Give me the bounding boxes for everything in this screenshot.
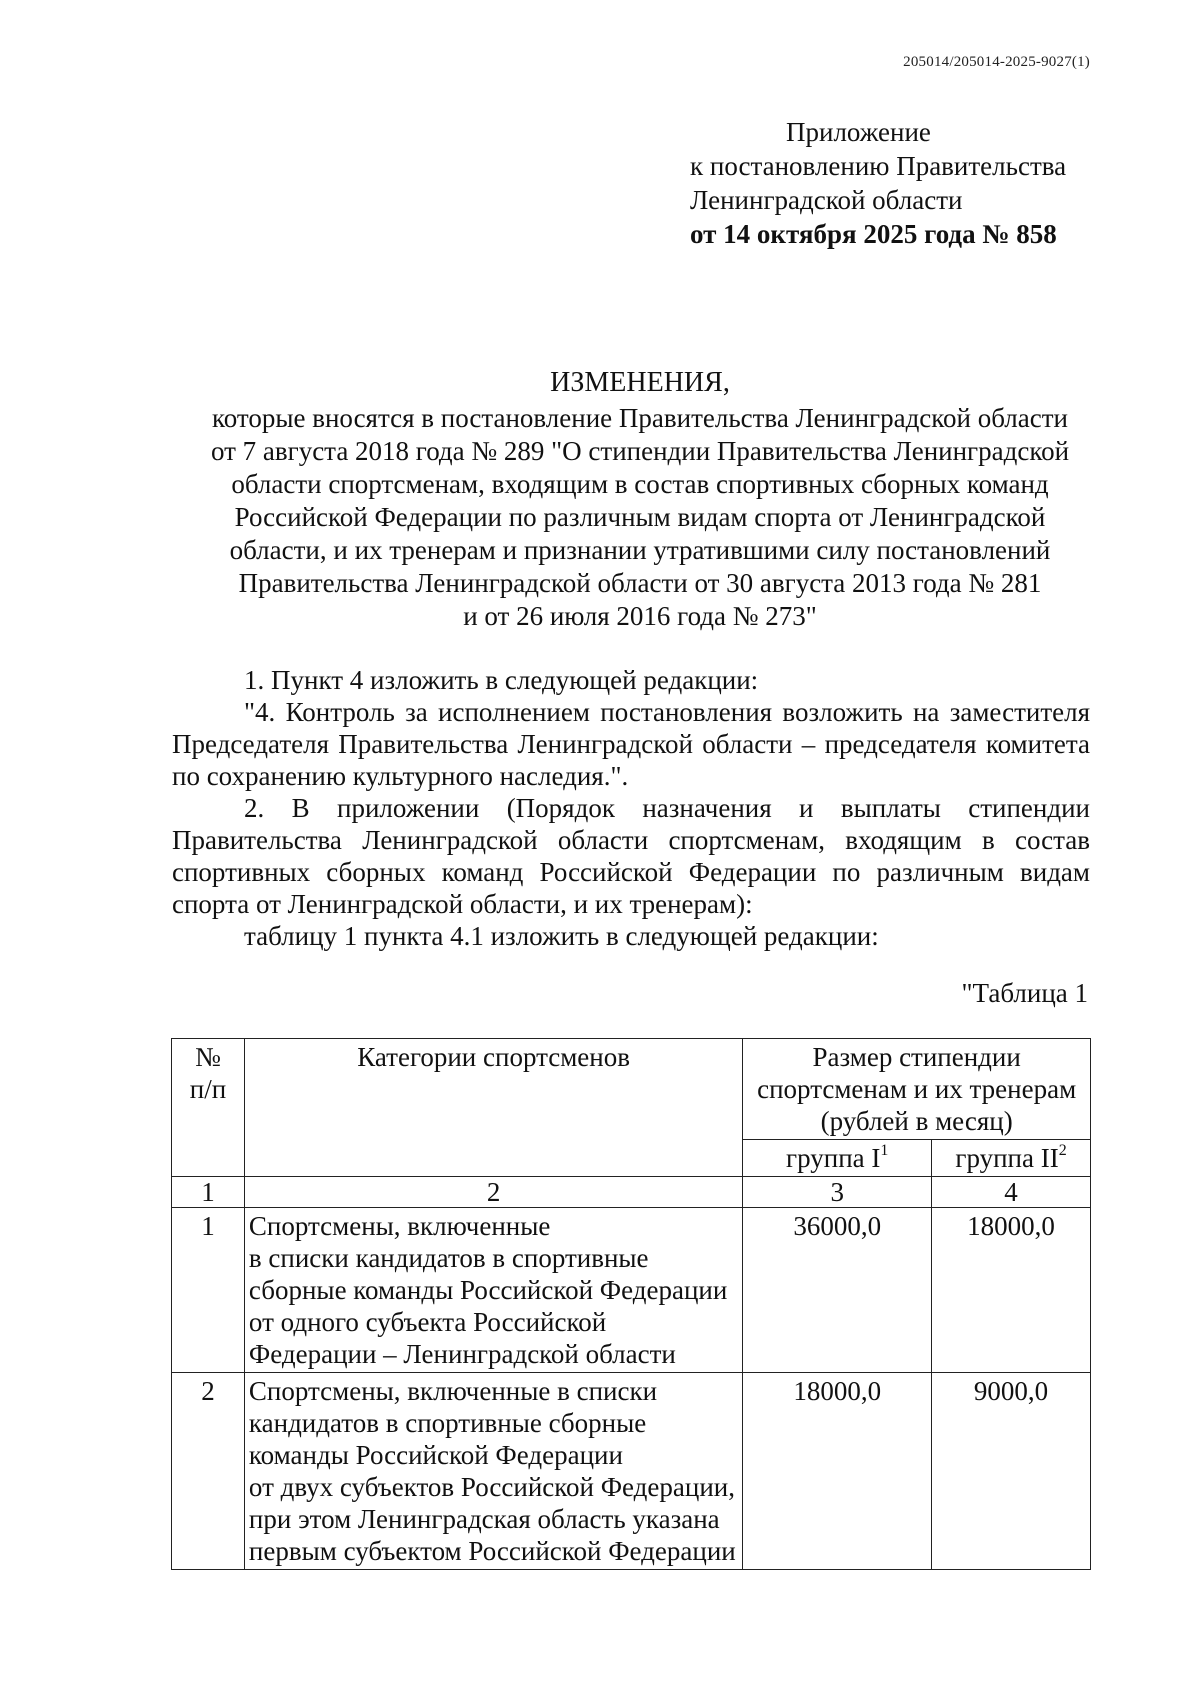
annex-line-3: Ленинградской области (690, 185, 963, 215)
heading-line: области спортсменам, входящим в состав спортивных сборных команд (231, 469, 1049, 499)
category-line: Спортсмены, включенные (248, 1211, 551, 1241)
group-1-footnote: 1 (880, 1142, 889, 1159)
row-number: 1 (172, 1208, 245, 1373)
annex-date-number: от 14 октября 2025 года № 858 (690, 219, 1057, 249)
table-row (172, 1373, 1091, 1570)
header-amount: Размер стипендии спортсменам и их тренерам (рублей в месяц) (743, 1039, 1091, 1140)
category-line: Спортсмены, включенные в списки (248, 1376, 658, 1406)
column-number: 1 (172, 1177, 245, 1208)
category-line: при этом Ленинградская область указана (248, 1504, 720, 1534)
category-line: от одного субъекта Российской (248, 1307, 607, 1337)
row-group-2-amount: 18000,0 (932, 1208, 1091, 1373)
paragraph-quote-item-4: "4. Контроль за исполнением постановления возложить на заместителя Председателя Правительства Ленинградской области – председателя комитета по сохранению культурного наследия.". (172, 697, 1090, 791)
annex-title: Приложение (786, 117, 931, 147)
heading-line: Российской Федерации по различным видам спорта от Ленинградской (234, 502, 1046, 532)
group-1-label: группа I (786, 1143, 881, 1173)
column-number: 4 (932, 1177, 1091, 1208)
paragraph-item-1: 1. Пункт 4 изложить в следующей редакции: (244, 665, 759, 695)
document-body (172, 664, 1090, 952)
column-number: 3 (743, 1177, 932, 1208)
document-heading (160, 366, 1120, 633)
heading-line: которые вносятся в постановление Правительства Ленинградской области (211, 403, 1068, 433)
column-number: 2 (244, 1177, 742, 1208)
header-number (172, 1039, 245, 1177)
category-line: кандидатов в спортивные сборные (248, 1408, 647, 1438)
group-2-footnote: 2 (1058, 1142, 1067, 1159)
table-label: "Таблица 1 (961, 978, 1088, 1008)
header-number-sign: № (195, 1042, 221, 1072)
row-group-1-amount: 36000,0 (743, 1208, 932, 1373)
document-ref-code: 205014/205014-2025-9027(1) (903, 54, 1090, 70)
stipend-table (171, 1038, 1091, 1570)
group-2-label: группа II (955, 1143, 1059, 1173)
header-number-pp: п/п (189, 1074, 227, 1104)
category-line: сборные команды Российской Федерации (248, 1275, 728, 1305)
heading-line: и от 26 июля 2016 года № 273" (463, 601, 817, 631)
category-line: первым субъектом Российской Федерации (248, 1536, 736, 1566)
table-row (172, 1208, 1091, 1373)
header-group-1 (743, 1140, 932, 1177)
row-group-1-amount: 18000,0 (743, 1373, 932, 1570)
heading-title: ИЗМЕНЕНИЯ, (550, 367, 730, 398)
category-line: от двух субъектов Российской Федерации, (248, 1472, 735, 1502)
category-line: команды Российской Федерации (248, 1440, 623, 1470)
paragraph-table-instruction: таблицу 1 пункта 4.1 изложить в следующей редакции: (244, 921, 879, 951)
annex-block (690, 115, 1130, 251)
row-category (244, 1373, 742, 1570)
header-group-2 (932, 1140, 1091, 1177)
row-category (244, 1208, 742, 1373)
heading-line: Правительства Ленинградской области от 30 августа 2013 года № 281 (238, 568, 1042, 598)
heading-line: области, и их тренерам и признании утратившими силу постановлений (229, 535, 1051, 565)
annex-line-2: к постановлению Правительства (690, 151, 1067, 181)
header-category: Категории спортсменов (244, 1039, 742, 1177)
category-line: Федерации – Ленинградской области (248, 1339, 676, 1369)
column-number-row (172, 1177, 1091, 1208)
heading-line: от 7 августа 2018 года № 289 "О стипендии Правительства Ленинградской (210, 436, 1070, 466)
row-group-2-amount: 9000,0 (932, 1373, 1091, 1570)
row-number: 2 (172, 1373, 245, 1570)
category-line: в списки кандидатов в спортивные (248, 1243, 649, 1273)
paragraph-item-2: 2. В приложении (Порядок назначения и выплаты стипендии Правительства Ленинградской области спортсменам, входящим в состав спортивных сборных команд Российской Федерации по различным видам спорта от Ленинградской области, и их тренерам): (172, 793, 1090, 919)
